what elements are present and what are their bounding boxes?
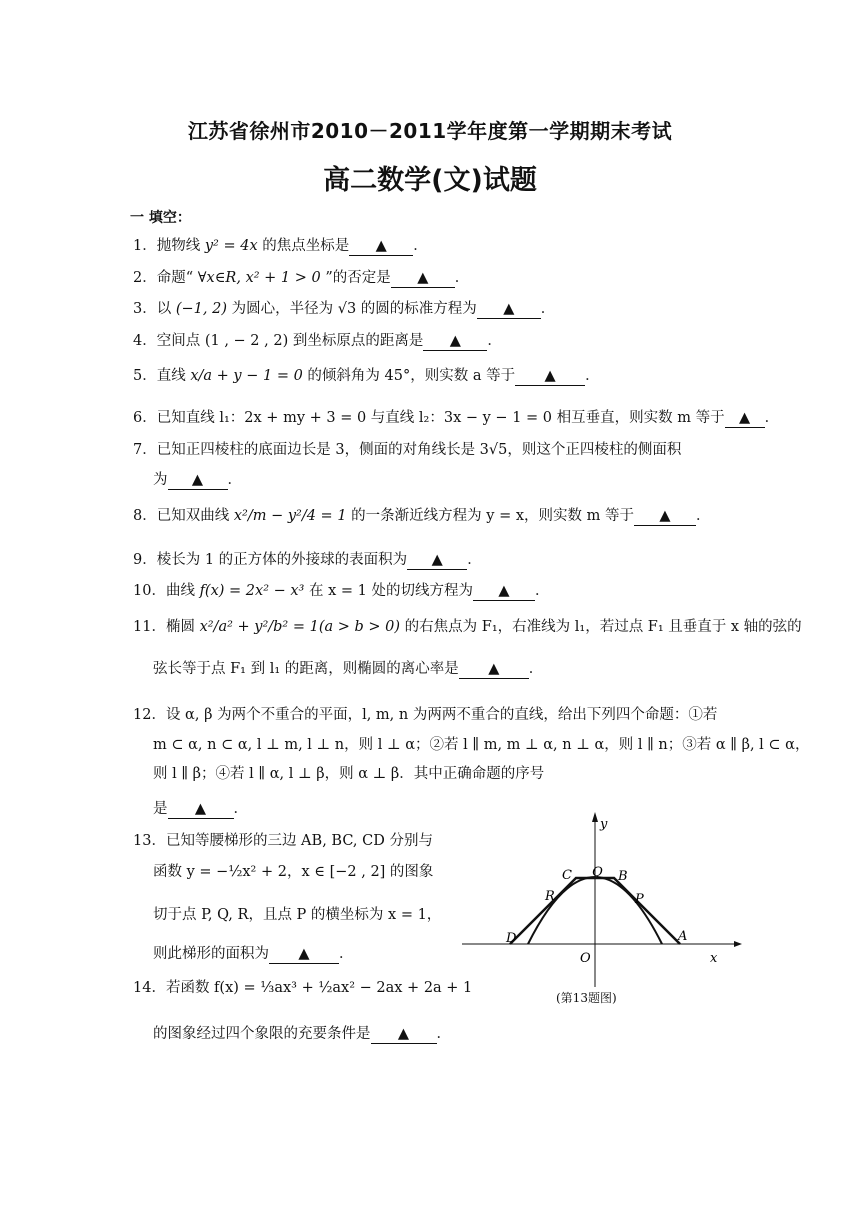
label-P: P [635, 892, 644, 907]
answer-blank[interactable]: ▲ [473, 583, 535, 601]
question-3: 3．以 (−1, 2) 为圆心，半径为 √3 的圆的标准方程为 ▲ ． [133, 301, 556, 317]
question-13-line3: 切于点 P, Q, R，且点 P 的横坐标为 x = 1， [153, 907, 442, 923]
label-O: O [580, 951, 591, 966]
label-B: B [618, 869, 628, 884]
answer-blank[interactable]: ▲ [168, 801, 234, 819]
question-10: 10．曲线 f(x) = 2x² − x³ 在 x = 1 处的切线方程为 ▲ ． [133, 583, 550, 599]
question-11-line2: 弦长等于点 F₁ 到 l₁ 的距离，则椭圆的离心率是 ▲ ． [153, 661, 544, 677]
answer-blank[interactable]: ▲ [423, 333, 487, 351]
label-x: x [710, 951, 718, 966]
label-A: A [678, 929, 688, 944]
question-13-line4: 则此梯形的面积为 ▲ ． [153, 946, 354, 962]
question-7-line2: 为 ▲ ． [153, 472, 242, 488]
question-12-line4: 是 ▲ ． [153, 801, 248, 817]
answer-blank[interactable]: ▲ [477, 301, 541, 319]
answer-blank[interactable]: ▲ [515, 368, 585, 386]
answer-blank[interactable]: ▲ [391, 270, 455, 288]
question-11: 11．椭圆 x²/a² + y²/b² = 1(a > b > 0) 的右焦点为 F₁，右准线为 l₁，若过点 F₁ 且垂直于 x 轴的弦的 [133, 619, 802, 635]
answer-blank[interactable]: ▲ [407, 552, 467, 570]
x-axis-arrow [734, 941, 742, 947]
figure-caption: (第13题图) [556, 991, 617, 1005]
question-13: 13．已知等腰梯形的三边 AB, BC, CD 分别与 [133, 833, 433, 849]
question-1: 1．抛物线 y² = 4x 的焦点坐标是 ▲ ． [133, 238, 428, 254]
section-heading: 一 填空： [130, 210, 191, 226]
trapezoid-parabola-figure [462, 812, 742, 987]
answer-blank[interactable]: ▲ [269, 946, 339, 964]
answer-blank[interactable]: ▲ [725, 410, 765, 428]
question-14-line2: 的图象经过四个象限的充要条件是 ▲ ． [153, 1026, 451, 1042]
y-axis-arrow [592, 812, 598, 822]
label-R: R [545, 889, 555, 904]
answer-blank[interactable]: ▲ [371, 1026, 437, 1044]
answer-blank[interactable]: ▲ [168, 472, 228, 490]
question-2: 2．命题“ ∀x∈R, x² + 1 > 0 ”的否定是 ▲ ． [133, 270, 470, 286]
answer-blank[interactable]: ▲ [459, 661, 529, 679]
question-5: 5．直线 x/a + y − 1 = 0 的倾斜角为 45°，则实数 a 等于 ▲ ． [133, 368, 600, 384]
label-y: y [600, 817, 608, 832]
question-12: 12．设 α, β 为两个不重合的平面，l, m, n 为两两不重合的直线，给出下列四个命题：①若 [133, 707, 718, 723]
question-7: 7．已知正四棱柱的底面边长是 3，侧面的对角线长是 3√5，则这个正四棱柱的侧面积 [133, 442, 682, 458]
question-12-line3: 则 l ∥ β；④若 l ∥ α, l ⊥ β，则 α ⊥ β．其中正确命题的序号 [153, 766, 545, 782]
answer-blank[interactable]: ▲ [634, 508, 696, 526]
question-12-line2: m ⊂ α, n ⊂ α, l ⊥ m, l ⊥ n，则 l ⊥ α；②若 l ∥ m, m ⊥ α, n ⊥ α，则 l ∥ n；③若 α ∥ β, l ⊂ α， [153, 737, 810, 753]
label-D: D [506, 931, 517, 946]
exam-title: 江苏省徐州市2010－2011学年度第一学期期末考试 [187, 119, 673, 143]
question-13-line2: 函数 y = −½x² + 2，x ∈ [−2 , 2] 的图象 [153, 864, 434, 880]
question-9: 9．棱长为 1 的正方体的外接球的表面积为 ▲ ． [133, 552, 482, 568]
label-Q: Q [592, 865, 603, 880]
answer-blank[interactable]: ▲ [349, 238, 413, 256]
question-4: 4．空间点 (1 , − 2 , 2) 到坐标原点的距离是 ▲ ． [133, 333, 502, 349]
question-14: 14．若函数 f(x) = ⅓ax³ + ½ax² − 2ax + 2a + 1 [133, 980, 473, 996]
exam-subtitle: 高二数学(文)试题 [323, 165, 537, 196]
question-6: 6．已知直线 l₁：2x + my + 3 = 0 与直线 l₂：3x − y − 1 = 0 相互垂直，则实数 m 等于 ▲ ． [133, 410, 780, 426]
question-8: 8．已知双曲线 x²/m − y²/4 = 1 的一条渐近线方程为 y = x，则实数 m 等于 ▲ ． [133, 508, 711, 524]
label-C: C [562, 868, 572, 883]
